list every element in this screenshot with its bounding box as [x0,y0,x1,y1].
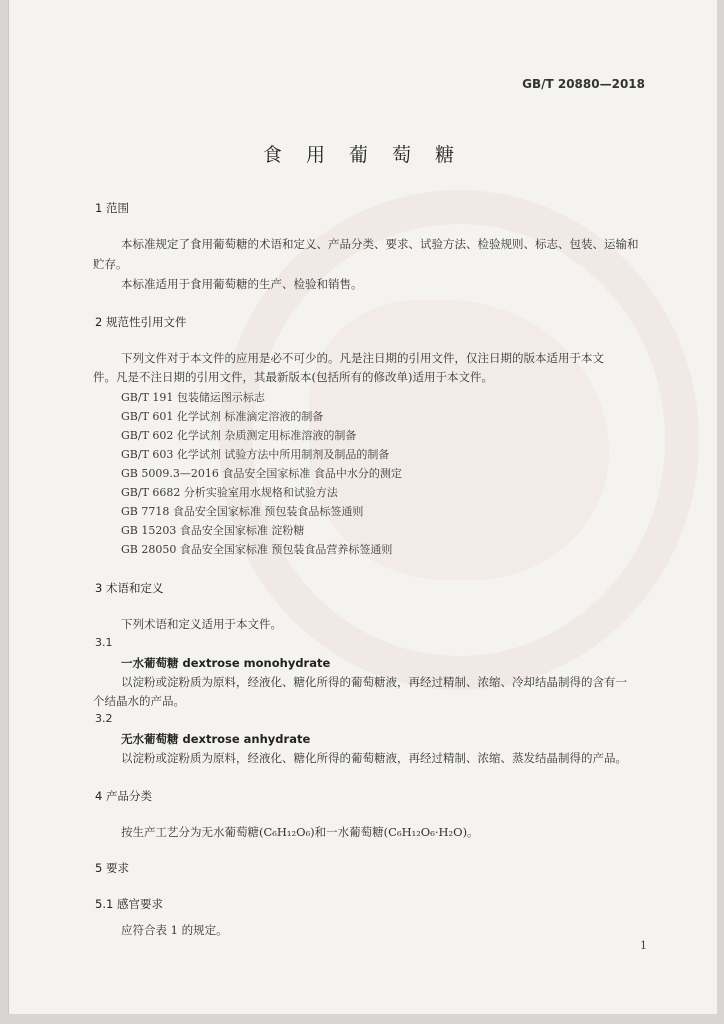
section-2-para-line-1: 下列文件对于本文件的应用是必不可少的。凡是注日期的引用文件，仅注日期的版本适用于本文 [121,351,604,365]
section-1-heading: 1 范围 [95,201,129,215]
reference-item: GB/T 603 化学试剂 试验方法中所用制剂及制品的制备 [121,448,390,461]
reference-item: GB/T 601 化学试剂 标准滴定溶液的制备 [121,410,324,423]
term-2-definition: 以淀粉或淀粉质为原料，经液化、糖化所得的葡萄糖液，再经过精制、浓缩、蒸发结晶制得的产品。 [121,751,627,765]
term-2-number: 3.2 [95,712,113,725]
section-1-para-1-line-1: 本标准规定了食用葡萄糖的术语和定义、产品分类、要求、试验方法、检验规则、标志、包装、运输和 [121,237,639,251]
section-4-heading: 4 产品分类 [95,789,152,803]
section-2-heading: 2 规范性引用文件 [95,315,187,329]
term-1-number: 3.1 [95,636,113,649]
document-title: 食 用 葡 萄 糖 [262,144,464,166]
section-1-para-1-line-2: 贮存。 [93,257,128,271]
section-5-heading: 5 要求 [95,861,129,875]
reference-item: GB 5009.3—2016 食品安全国家标准 食品中水分的测定 [121,467,402,480]
section-5-1-heading: 5.1 感官要求 [95,897,163,911]
reference-item: GB 7718 食品安全国家标准 预包装食品标签通则 [121,505,364,518]
reference-item: GB 15203 食品安全国家标准 淀粉糖 [121,524,305,537]
section-3-heading: 3 术语和定义 [95,581,164,595]
term-1-definition-line-2: 个结晶水的产品。 [93,694,185,708]
document-page [8,0,717,1014]
page-number: 1 [640,939,647,952]
section-3-intro: 下列术语和定义适用于本文件。 [121,617,282,631]
section-4-para: 按生产工艺分为无水葡萄糖(C₆H₁₂O₆)和一水葡萄糖(C₆H₁₂O₆·H₂O)。 [121,825,479,839]
section-1-para-2: 本标准适用于食用葡萄糖的生产、检验和销售。 [121,277,363,291]
section-2-para-line-2: 件。凡是不注日期的引用文件，其最新版本(包括所有的修改单)适用于本文件。 [93,370,493,384]
reference-item: GB/T 191 包装储运图示标志 [121,391,265,404]
reference-item: GB/T 602 化学试剂 杂质测定用标准溶液的制备 [121,429,357,442]
term-2-heading: 无水葡萄糖 dextrose anhydrate [121,732,311,746]
standard-number: GB/T 20880—2018 [522,77,645,91]
reference-item: GB 28050 食品安全国家标准 预包装食品营养标签通则 [121,543,393,556]
term-1-definition-line-1: 以淀粉或淀粉质为原料，经液化、糖化所得的葡萄糖液，再经过精制、浓缩、冷却结晶制得的含有一 [121,675,627,689]
reference-item: GB/T 6682 分析实验室用水规格和试验方法 [121,486,338,499]
section-5-1-para: 应符合表 1 的规定。 [121,923,228,937]
term-1-heading: 一水葡萄糖 dextrose monohydrate [121,656,331,670]
